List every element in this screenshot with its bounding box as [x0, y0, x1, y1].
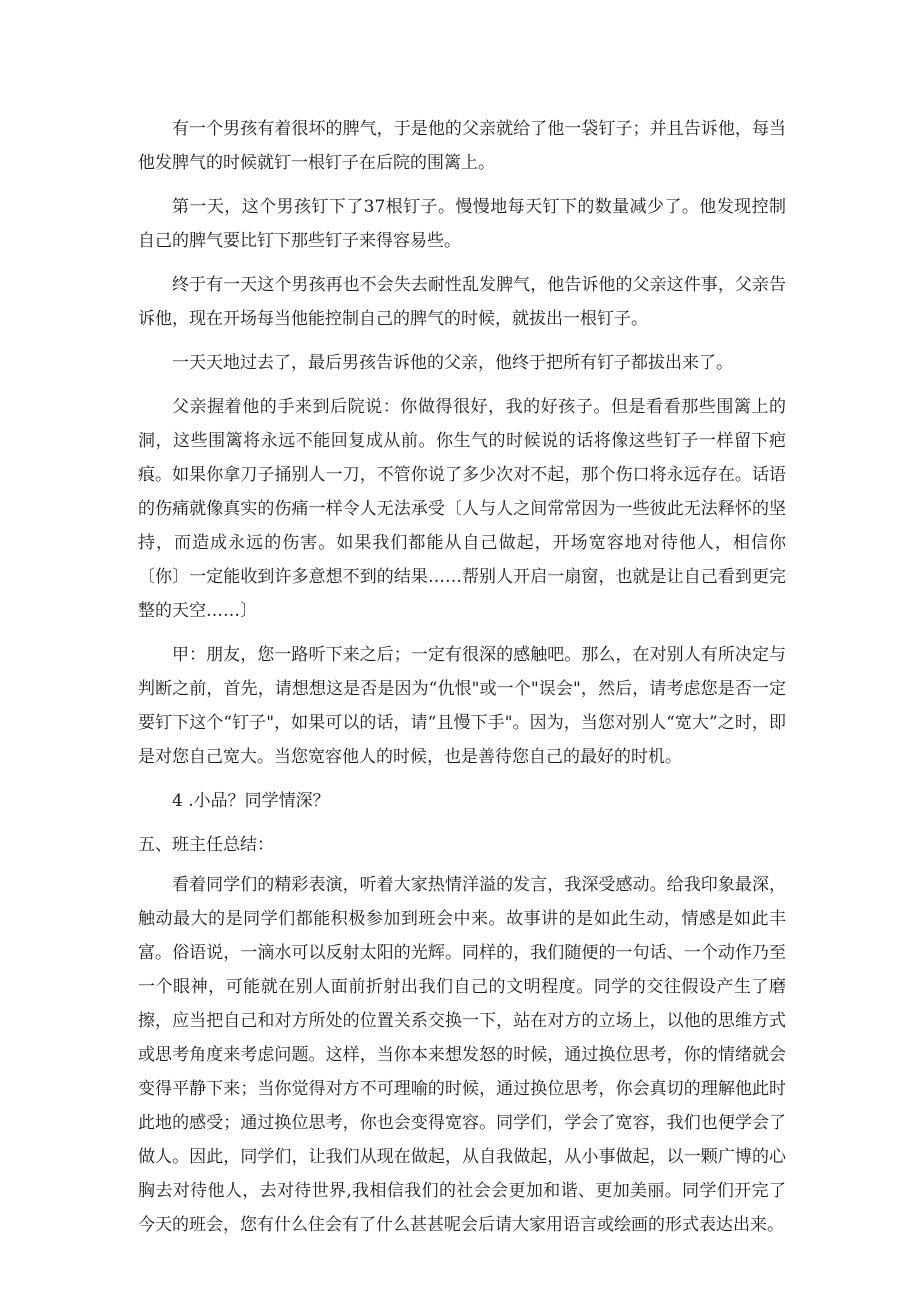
story-paragraph-6: 甲：朋友，您一路听下来之后；一定有很深的感触吧。那么，在对别人有所决定与判断之前，首先，请想想这是否是因为“仇恨"或一个"误会"，然后，请考虑您是否一定要钉下这个“钉子"，如果可以的话，请“且慢下手"。因为，当您对别人“宽大”之时，即是对您自己宽大。当您宽容他人的时候，也是善待您自己的最好的时机。 — [138, 645, 786, 767]
story-paragraph-5: 父亲握着他的手来到后院说：你做得很好，我的好孩子。但是看看那些围篱上的洞，这些围篱将永远不能回复成从前。你生气的时候说的话将像这些钉子一样留下疤痕。如果你拿刀子捅别人一刀，不管你说了多少次对不起，那个伤口将永远存在。话语的伤痛就像真实的伤痛一样令人无法承受〔人与人之间常常因为一些彼此无法释怀的坚持，而造成永远的伤害。如果我们都能从自己做起，开场宽容地对待他人，相信你〔你〕一定能收到许多意想不到的结果……帮别人开启一扇窗，也就是让自己看到更完整的天空……〕 — [138, 397, 786, 621]
item-4-sketch-title: 4 .小品？同学情深？ — [172, 791, 330, 811]
story-paragraph-2: 第一天，这个男孩钉下了37根钉子。慢慢地每天钉下的数量减少了。他发现控制自己的脾气要比钉下那些钉子来得容易些。 — [138, 197, 786, 251]
story-paragraph-4: 一天天地过去了，最后男孩告诉他的父亲，他终于把所有钉子都拔出来了。 — [172, 353, 733, 373]
document-body — [138, 112, 786, 1252]
story-paragraph-1: 有一个男孩有着很坏的脾气，于是他的父亲就给了他一袋钉子；并且告诉他，每当他发脾气的时候就钉一根钉子在后院的围篱上。 — [138, 119, 786, 173]
story-paragraph-3: 终于有一天这个男孩再也不会失去耐性乱发脾气，他告诉他的父亲这件事，父亲告诉他，现在开场每当他能控制自己的脾气的时候，就拔出一根钉子。 — [138, 275, 786, 329]
section-5-heading: 五、班主任总结： — [138, 835, 274, 855]
teacher-summary-paragraph: 看着同学们的精彩表演，听着大家热情洋溢的发言，我深受感动。给我印象最深，触动最大的是同学们都能积极参加到班会中来。故事讲的是如此生动，情感是如此丰富。俗语说，一滴水可以反射太阳的光辉。同样的，我们随便的一句话、一个动作乃至一个眼神，可能就在别人面前折射出我们自己的文明程度。同学的交往假设产生了磨擦，应当把自己和对方所处的位置关系交换一下，站在对方的立场上，以他的思维方式或思考角度来考虑问题。这样，当你本来想发怒的时候，通过换位思考，你的情绪就会变得平静下来；当你觉得对方不可理喻的时候，通过换位思考，你会真切的理解他此时此地的感受；通过换位思考，你也会变得宽容。同学们，学会了宽容，我们也便学会了做人。因此，同学们，让我们从现在做起，从自我做起，从小事做起，以一颗广博的心胸去对待他人，去对待世界,我相信我们的社会会更加和谐、更加美丽。同学们开完了今天的班会，您有什么住会有了什么甚甚呢会后请大家用语言或绘画的形式表达出来。 — [138, 875, 786, 1235]
